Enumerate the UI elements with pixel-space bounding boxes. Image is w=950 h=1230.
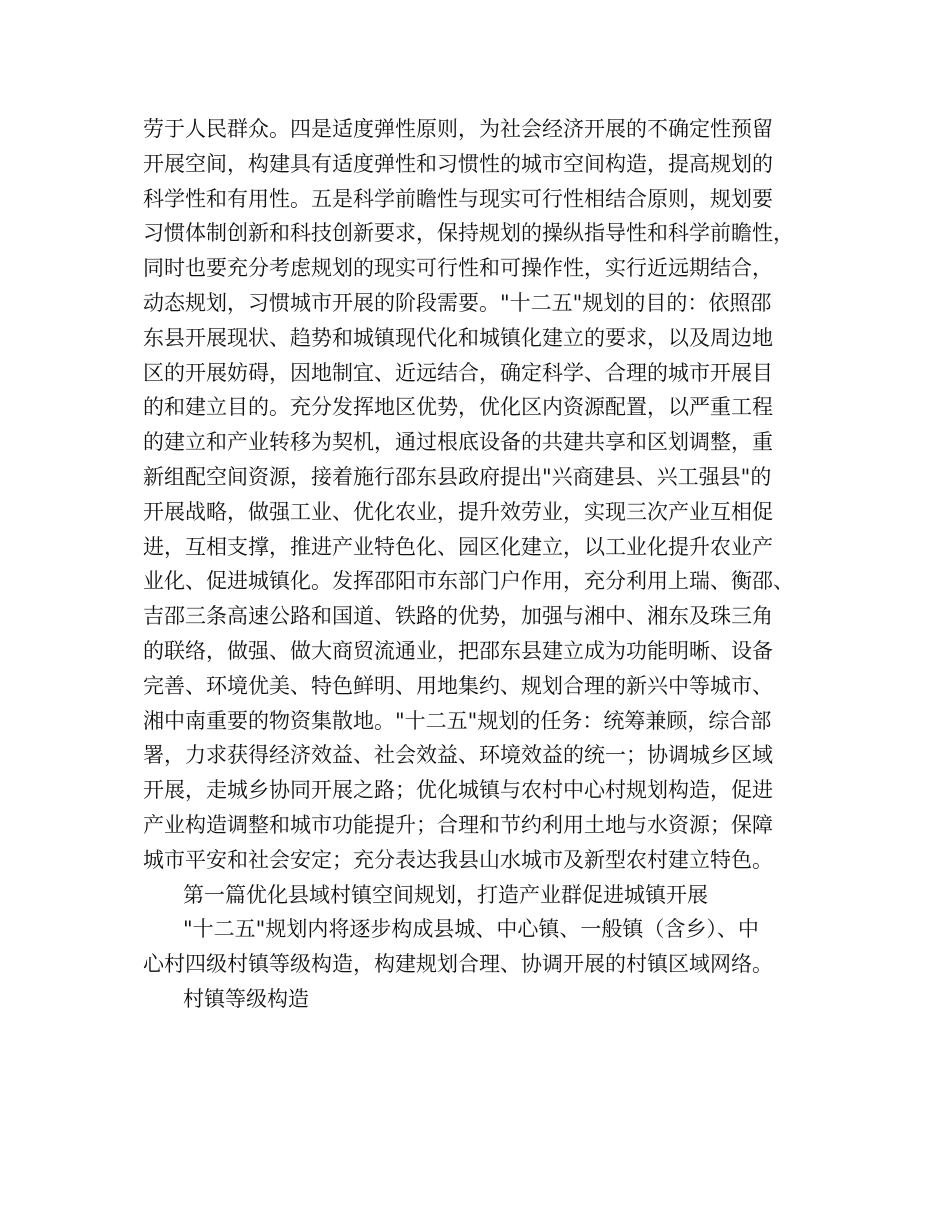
text-line: 的联络，做强、做大商贸流通业，把邵东县建立成为功能明晰、设备 — [143, 638, 773, 663]
text-line: 署，力求获得经济效益、社会效益、环境效益的统一；协调城乡区域 — [143, 743, 773, 768]
paragraph-line: 心村四级村镇等级构造，构建规划合理、协调开展的村镇区域网络。 — [143, 952, 773, 977]
text-line: 东县开展现状、趋势和城镇现代化和城镇化建立的要求，以及周边地 — [143, 325, 773, 350]
text-line: 科学性和有用性。五是科学前瞻性与现实可行性相结合原则，规划要 — [143, 186, 773, 211]
text-line: 开展空间，构建具有适度弹性和习惯性的城市空间构造，提高规划的 — [143, 151, 773, 176]
text-line: 习惯体制创新和科技创新要求，保持规划的操纵指导性和科学前瞻性， — [143, 221, 794, 246]
text-line: 开展，走城乡协同开展之路；优化城镇与农村中心村规划构造，促进 — [143, 778, 773, 803]
text-line: 同时也要充分考虑规划的现实可行性和可操作性，实行近远期结合， — [143, 256, 773, 281]
text-line: 产业构造调整和城市功能提升；合理和节约利用土地与水资源；保障 — [143, 812, 773, 837]
text-line: 区的开展妨碍，因地制宜、近远结合，确定科学、合理的城市开展目 — [143, 360, 773, 385]
text-line: 动态规划，习惯城市开展的阶段需要。"十二五"规划的目的：依照邵 — [143, 290, 772, 315]
text-line: 业化、促进城镇化。发挥邵阳市东部门户作用，充分利用上瑞、衡邵、 — [143, 569, 794, 594]
text-line: 劳于人民群众。四是适度弹性原则，为社会经济开展的不确定性预留 — [143, 117, 773, 141]
paragraph-line: "十二五"规划内将逐步构成县城、中心镇、一般镇（含乡）、中 — [183, 917, 759, 942]
text-line: 湘中南重要的物资集散地。"十二五"规划的任务：统筹兼顾，综合部 — [143, 708, 772, 733]
text-line: 的和建立目的。充分发挥地区优势，优化区内资源配置，以严重工程 — [143, 395, 773, 420]
text-line: 新组配空间资源，接着施行邵东县政府提出"兴商建县、兴工强县"的 — [143, 464, 772, 489]
text-line: 的建立和产业转移为契机，通过根底设备的共建共享和区划调整，重 — [143, 430, 773, 455]
text-line: 开展战略，做强工业、优化农业，提升效劳业，实现三次产业互相促 — [143, 499, 773, 524]
text-line: 完善、环境优美、特色鲜明、用地集约、规划合理的新兴中等城市、 — [143, 673, 773, 698]
text-line: 吉邵三条高速公路和国道、铁路的优势，加强与湘中、湘东及珠三角 — [143, 604, 773, 629]
section-heading: 第一篇优化县域村镇空间规划，打造产业群促进城镇开展 — [183, 882, 708, 907]
subsection-heading: 村镇等级构造 — [183, 986, 309, 1011]
body-text — [143, 112, 823, 1017]
text-line: 进，互相支撑，推进产业特色化、园区化建立，以工业化提升农业产 — [143, 534, 773, 559]
text-line: 城市平安和社会安定；充分表达我县山水城市及新型农村建立特色。 — [143, 847, 773, 872]
